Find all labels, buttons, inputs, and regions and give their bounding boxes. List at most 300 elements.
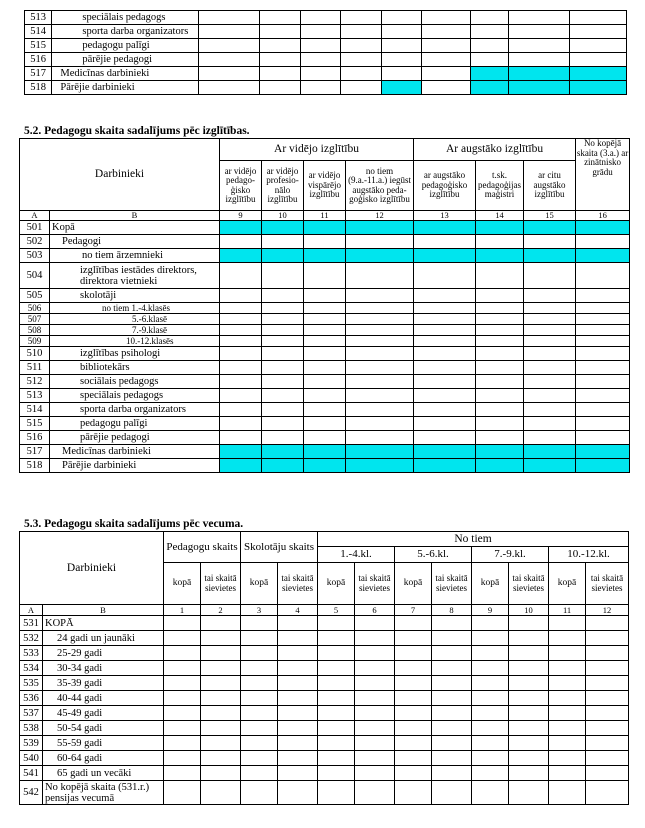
data-cell[interactable] (262, 459, 304, 473)
data-cell[interactable] (241, 721, 278, 736)
data-cell[interactable] (355, 781, 395, 805)
data-cell[interactable] (476, 263, 524, 289)
data-cell[interactable] (422, 81, 471, 95)
data-cell[interactable] (422, 53, 471, 67)
data-cell[interactable] (395, 721, 432, 736)
data-cell[interactable] (432, 751, 472, 766)
data-cell[interactable] (241, 691, 278, 706)
data-cell[interactable] (381, 67, 422, 81)
data-cell[interactable] (346, 263, 414, 289)
data-cell[interactable] (549, 706, 586, 721)
data-cell[interactable] (524, 431, 576, 445)
data-cell[interactable] (262, 403, 304, 417)
data-cell[interactable] (220, 459, 262, 473)
data-cell[interactable] (570, 53, 627, 67)
data-cell[interactable] (341, 25, 382, 39)
data-cell[interactable] (576, 249, 630, 263)
data-cell[interactable] (509, 751, 549, 766)
data-cell[interactable] (304, 375, 346, 389)
data-cell[interactable] (570, 39, 627, 53)
data-cell[interactable] (262, 445, 304, 459)
data-cell[interactable] (300, 25, 341, 39)
data-cell[interactable] (346, 221, 414, 235)
data-cell[interactable] (432, 721, 472, 736)
data-cell[interactable] (586, 676, 629, 691)
data-cell[interactable] (318, 616, 355, 631)
data-cell[interactable] (220, 249, 262, 263)
data-cell[interactable] (476, 289, 524, 303)
data-cell[interactable] (576, 375, 630, 389)
data-cell[interactable] (476, 445, 524, 459)
data-cell[interactable] (576, 221, 630, 235)
data-cell[interactable] (549, 766, 586, 781)
data-cell[interactable] (164, 766, 201, 781)
data-cell[interactable] (300, 67, 341, 81)
data-cell[interactable] (586, 661, 629, 676)
data-cell[interactable] (201, 646, 241, 661)
data-cell[interactable] (509, 39, 570, 53)
data-cell[interactable] (278, 691, 318, 706)
data-cell[interactable] (262, 336, 304, 347)
data-cell[interactable] (509, 691, 549, 706)
data-cell[interactable] (346, 445, 414, 459)
data-cell[interactable] (341, 81, 382, 95)
data-cell[interactable] (414, 417, 476, 431)
data-cell[interactable] (278, 676, 318, 691)
data-cell[interactable] (278, 661, 318, 676)
data-cell[interactable] (220, 303, 262, 314)
data-cell[interactable] (341, 53, 382, 67)
data-cell[interactable] (304, 221, 346, 235)
data-cell[interactable] (304, 445, 346, 459)
data-cell[interactable] (414, 325, 476, 336)
data-cell[interactable] (576, 403, 630, 417)
data-cell[interactable] (220, 347, 262, 361)
data-cell[interactable] (395, 781, 432, 805)
data-cell[interactable] (164, 706, 201, 721)
data-cell[interactable] (476, 221, 524, 235)
data-cell[interactable] (524, 347, 576, 361)
data-cell[interactable] (199, 53, 260, 67)
data-cell[interactable] (476, 336, 524, 347)
data-cell[interactable] (381, 25, 422, 39)
data-cell[interactable] (318, 736, 355, 751)
data-cell[interactable] (304, 336, 346, 347)
data-cell[interactable] (549, 646, 586, 661)
data-cell[interactable] (346, 389, 414, 403)
data-cell[interactable] (346, 314, 414, 325)
data-cell[interactable] (304, 417, 346, 431)
data-cell[interactable] (476, 389, 524, 403)
data-cell[interactable] (509, 631, 549, 646)
data-cell[interactable] (476, 314, 524, 325)
data-cell[interactable] (318, 721, 355, 736)
data-cell[interactable] (278, 751, 318, 766)
data-cell[interactable] (414, 375, 476, 389)
data-cell[interactable] (304, 249, 346, 263)
data-cell[interactable] (395, 751, 432, 766)
data-cell[interactable] (346, 235, 414, 249)
data-cell[interactable] (524, 361, 576, 375)
data-cell[interactable] (586, 646, 629, 661)
data-cell[interactable] (509, 736, 549, 751)
data-cell[interactable] (300, 53, 341, 67)
data-cell[interactable] (220, 375, 262, 389)
data-cell[interactable] (300, 11, 341, 25)
data-cell[interactable] (318, 661, 355, 676)
data-cell[interactable] (318, 706, 355, 721)
data-cell[interactable] (164, 631, 201, 646)
data-cell[interactable] (432, 616, 472, 631)
data-cell[interactable] (570, 67, 627, 81)
data-cell[interactable] (414, 347, 476, 361)
data-cell[interactable] (432, 766, 472, 781)
data-cell[interactable] (476, 431, 524, 445)
data-cell[interactable] (586, 736, 629, 751)
data-cell[interactable] (576, 417, 630, 431)
data-cell[interactable] (381, 81, 422, 95)
data-cell[interactable] (220, 263, 262, 289)
data-cell[interactable] (300, 39, 341, 53)
data-cell[interactable] (509, 67, 570, 81)
data-cell[interactable] (304, 431, 346, 445)
data-cell[interactable] (524, 389, 576, 403)
data-cell[interactable] (509, 11, 570, 25)
data-cell[interactable] (304, 347, 346, 361)
data-cell[interactable] (318, 646, 355, 661)
data-cell[interactable] (355, 736, 395, 751)
data-cell[interactable] (278, 736, 318, 751)
data-cell[interactable] (304, 325, 346, 336)
data-cell[interactable] (304, 314, 346, 325)
data-cell[interactable] (524, 235, 576, 249)
data-cell[interactable] (549, 616, 586, 631)
data-cell[interactable] (472, 646, 509, 661)
data-cell[interactable] (395, 616, 432, 631)
data-cell[interactable] (472, 736, 509, 751)
data-cell[interactable] (164, 721, 201, 736)
data-cell[interactable] (346, 361, 414, 375)
data-cell[interactable] (414, 431, 476, 445)
data-cell[interactable] (414, 303, 476, 314)
data-cell[interactable] (395, 691, 432, 706)
data-cell[interactable] (241, 616, 278, 631)
data-cell[interactable] (355, 706, 395, 721)
data-cell[interactable] (549, 736, 586, 751)
data-cell[interactable] (414, 314, 476, 325)
data-cell[interactable] (260, 11, 301, 25)
data-cell[interactable] (509, 676, 549, 691)
data-cell[interactable] (355, 691, 395, 706)
data-cell[interactable] (414, 221, 476, 235)
data-cell[interactable] (586, 781, 629, 805)
data-cell[interactable] (220, 325, 262, 336)
data-cell[interactable] (524, 263, 576, 289)
data-cell[interactable] (524, 403, 576, 417)
data-cell[interactable] (414, 459, 476, 473)
data-cell[interactable] (432, 661, 472, 676)
data-cell[interactable] (509, 766, 549, 781)
data-cell[interactable] (262, 389, 304, 403)
data-cell[interactable] (241, 646, 278, 661)
data-cell[interactable] (586, 751, 629, 766)
data-cell[interactable] (476, 303, 524, 314)
data-cell[interactable] (304, 289, 346, 303)
data-cell[interactable] (341, 67, 382, 81)
data-cell[interactable] (199, 25, 260, 39)
data-cell[interactable] (304, 459, 346, 473)
data-cell[interactable] (355, 721, 395, 736)
data-cell[interactable] (199, 67, 260, 81)
data-cell[interactable] (346, 347, 414, 361)
data-cell[interactable] (260, 39, 301, 53)
data-cell[interactable] (586, 706, 629, 721)
data-cell[interactable] (549, 631, 586, 646)
data-cell[interactable] (164, 691, 201, 706)
data-cell[interactable] (472, 631, 509, 646)
data-cell[interactable] (509, 25, 570, 39)
data-cell[interactable] (262, 263, 304, 289)
data-cell[interactable] (470, 11, 509, 25)
data-cell[interactable] (304, 389, 346, 403)
data-cell[interactable] (164, 781, 201, 805)
data-cell[interactable] (355, 646, 395, 661)
data-cell[interactable] (509, 646, 549, 661)
data-cell[interactable] (381, 11, 422, 25)
data-cell[interactable] (549, 721, 586, 736)
data-cell[interactable] (260, 53, 301, 67)
data-cell[interactable] (346, 403, 414, 417)
data-cell[interactable] (346, 303, 414, 314)
data-cell[interactable] (304, 403, 346, 417)
data-cell[interactable] (476, 459, 524, 473)
data-cell[interactable] (241, 676, 278, 691)
data-cell[interactable] (201, 751, 241, 766)
data-cell[interactable] (422, 25, 471, 39)
data-cell[interactable] (241, 631, 278, 646)
data-cell[interactable] (524, 445, 576, 459)
data-cell[interactable] (262, 314, 304, 325)
data-cell[interactable] (304, 303, 346, 314)
data-cell[interactable] (422, 67, 471, 81)
data-cell[interactable] (586, 766, 629, 781)
data-cell[interactable] (509, 616, 549, 631)
data-cell[interactable] (470, 25, 509, 39)
data-cell[interactable] (341, 39, 382, 53)
data-cell[interactable] (220, 336, 262, 347)
data-cell[interactable] (549, 661, 586, 676)
data-cell[interactable] (220, 445, 262, 459)
data-cell[interactable] (346, 289, 414, 303)
data-cell[interactable] (470, 39, 509, 53)
data-cell[interactable] (414, 235, 476, 249)
data-cell[interactable] (470, 81, 509, 95)
data-cell[interactable] (586, 631, 629, 646)
data-cell[interactable] (472, 691, 509, 706)
data-cell[interactable] (586, 616, 629, 631)
data-cell[interactable] (381, 53, 422, 67)
data-cell[interactable] (164, 751, 201, 766)
data-cell[interactable] (470, 67, 509, 81)
data-cell[interactable] (201, 691, 241, 706)
data-cell[interactable] (355, 676, 395, 691)
data-cell[interactable] (318, 781, 355, 805)
data-cell[interactable] (549, 676, 586, 691)
data-cell[interactable] (570, 25, 627, 39)
data-cell[interactable] (422, 11, 471, 25)
data-cell[interactable] (201, 781, 241, 805)
data-cell[interactable] (278, 616, 318, 631)
data-cell[interactable] (586, 691, 629, 706)
data-cell[interactable] (432, 736, 472, 751)
data-cell[interactable] (576, 431, 630, 445)
data-cell[interactable] (164, 616, 201, 631)
data-cell[interactable] (220, 221, 262, 235)
data-cell[interactable] (220, 417, 262, 431)
data-cell[interactable] (262, 417, 304, 431)
data-cell[interactable] (414, 263, 476, 289)
data-cell[interactable] (241, 706, 278, 721)
data-cell[interactable] (201, 661, 241, 676)
data-cell[interactable] (220, 403, 262, 417)
data-cell[interactable] (201, 676, 241, 691)
data-cell[interactable] (576, 263, 630, 289)
data-cell[interactable] (220, 289, 262, 303)
data-cell[interactable] (395, 736, 432, 751)
data-cell[interactable] (432, 781, 472, 805)
data-cell[interactable] (476, 347, 524, 361)
data-cell[interactable] (346, 375, 414, 389)
data-cell[interactable] (241, 661, 278, 676)
data-cell[interactable] (509, 661, 549, 676)
data-cell[interactable] (220, 431, 262, 445)
data-cell[interactable] (549, 781, 586, 805)
data-cell[interactable] (422, 39, 471, 53)
data-cell[interactable] (300, 81, 341, 95)
data-cell[interactable] (524, 221, 576, 235)
data-cell[interactable] (355, 766, 395, 781)
data-cell[interactable] (472, 721, 509, 736)
data-cell[interactable] (576, 235, 630, 249)
data-cell[interactable] (262, 325, 304, 336)
data-cell[interactable] (381, 39, 422, 53)
data-cell[interactable] (355, 751, 395, 766)
data-cell[interactable] (524, 375, 576, 389)
data-cell[interactable] (576, 336, 630, 347)
data-cell[interactable] (432, 631, 472, 646)
data-cell[interactable] (472, 661, 509, 676)
data-cell[interactable] (262, 431, 304, 445)
data-cell[interactable] (201, 766, 241, 781)
data-cell[interactable] (576, 361, 630, 375)
data-cell[interactable] (509, 706, 549, 721)
data-cell[interactable] (346, 431, 414, 445)
data-cell[interactable] (414, 403, 476, 417)
data-cell[interactable] (524, 417, 576, 431)
data-cell[interactable] (395, 706, 432, 721)
data-cell[interactable] (260, 81, 301, 95)
data-cell[interactable] (576, 459, 630, 473)
data-cell[interactable] (262, 289, 304, 303)
data-cell[interactable] (476, 249, 524, 263)
data-cell[interactable] (164, 676, 201, 691)
data-cell[interactable] (472, 676, 509, 691)
data-cell[interactable] (304, 263, 346, 289)
data-cell[interactable] (476, 235, 524, 249)
data-cell[interactable] (509, 781, 549, 805)
data-cell[interactable] (576, 325, 630, 336)
data-cell[interactable] (576, 314, 630, 325)
data-cell[interactable] (199, 81, 260, 95)
data-cell[interactable] (241, 751, 278, 766)
data-cell[interactable] (262, 235, 304, 249)
data-cell[interactable] (524, 314, 576, 325)
data-cell[interactable] (414, 361, 476, 375)
data-cell[interactable] (395, 631, 432, 646)
data-cell[interactable] (201, 736, 241, 751)
data-cell[interactable] (414, 249, 476, 263)
data-cell[interactable] (524, 336, 576, 347)
data-cell[interactable] (524, 289, 576, 303)
data-cell[interactable] (509, 53, 570, 67)
data-cell[interactable] (164, 661, 201, 676)
data-cell[interactable] (509, 721, 549, 736)
data-cell[interactable] (262, 249, 304, 263)
data-cell[interactable] (476, 417, 524, 431)
data-cell[interactable] (395, 676, 432, 691)
data-cell[interactable] (476, 361, 524, 375)
data-cell[interactable] (432, 691, 472, 706)
data-cell[interactable] (278, 631, 318, 646)
data-cell[interactable] (318, 751, 355, 766)
data-cell[interactable] (355, 616, 395, 631)
data-cell[interactable] (576, 389, 630, 403)
data-cell[interactable] (576, 445, 630, 459)
data-cell[interactable] (576, 303, 630, 314)
data-cell[interactable] (576, 289, 630, 303)
data-cell[interactable] (346, 336, 414, 347)
data-cell[interactable] (278, 721, 318, 736)
data-cell[interactable] (220, 389, 262, 403)
data-cell[interactable] (476, 375, 524, 389)
data-cell[interactable] (262, 303, 304, 314)
data-cell[interactable] (278, 781, 318, 805)
data-cell[interactable] (472, 751, 509, 766)
data-cell[interactable] (476, 325, 524, 336)
data-cell[interactable] (476, 403, 524, 417)
data-cell[interactable] (201, 616, 241, 631)
data-cell[interactable] (586, 721, 629, 736)
data-cell[interactable] (395, 646, 432, 661)
data-cell[interactable] (524, 249, 576, 263)
data-cell[interactable] (318, 766, 355, 781)
data-cell[interactable] (164, 736, 201, 751)
data-cell[interactable] (414, 336, 476, 347)
data-cell[interactable] (509, 81, 570, 95)
data-cell[interactable] (304, 235, 346, 249)
data-cell[interactable] (346, 459, 414, 473)
data-cell[interactable] (355, 661, 395, 676)
data-cell[interactable] (414, 389, 476, 403)
data-cell[interactable] (262, 221, 304, 235)
data-cell[interactable] (549, 691, 586, 706)
data-cell[interactable] (524, 325, 576, 336)
data-cell[interactable] (395, 661, 432, 676)
data-cell[interactable] (472, 766, 509, 781)
data-cell[interactable] (201, 706, 241, 721)
data-cell[interactable] (262, 347, 304, 361)
data-cell[interactable] (472, 706, 509, 721)
